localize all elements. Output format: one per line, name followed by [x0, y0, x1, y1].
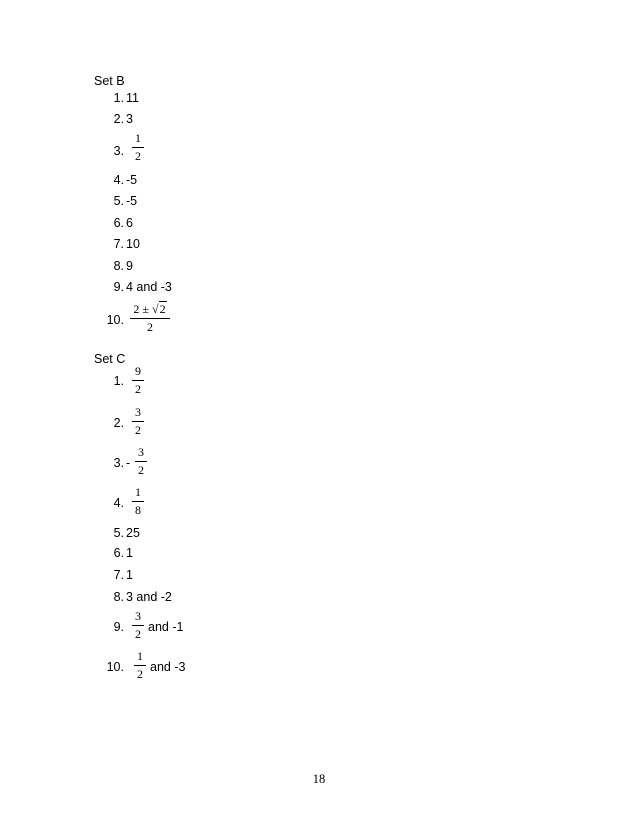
set-c-item-3 — [94, 456, 294, 470]
set-b-item-10 — [94, 313, 294, 327]
numerator: 1 — [135, 485, 141, 499]
page-number: 18 — [312, 772, 326, 786]
set-b-item-2 — [94, 112, 294, 126]
set-c-item-9 — [94, 620, 294, 634]
fraction — [134, 650, 146, 681]
item-number: 10. — [106, 313, 124, 327]
fraction-bar — [135, 461, 147, 462]
denominator: 8 — [135, 503, 141, 517]
set-c-item-10 — [94, 660, 294, 674]
fraction — [132, 132, 144, 163]
sqrt-icon: √ — [152, 302, 159, 316]
numerator: 1 — [137, 649, 143, 663]
fraction-bar — [132, 421, 144, 422]
sqrt-argument: 2 — [159, 302, 166, 316]
numerator: 1 — [135, 131, 141, 145]
item-number: 2. — [113, 416, 124, 430]
item-number: 2. — [113, 112, 124, 126]
numerator — [130, 303, 170, 316]
item-number: 7. — [113, 568, 124, 582]
set-c-item-4 — [94, 496, 294, 510]
item-number: 7. — [113, 237, 124, 251]
denominator: 2 — [147, 320, 153, 334]
fraction-bar — [132, 501, 144, 502]
item-number: 10. — [106, 660, 124, 674]
denominator: 2 — [137, 667, 143, 681]
item-number: 3. — [113, 456, 124, 470]
set-c-item-1 — [94, 374, 294, 388]
item-number: 6. — [113, 546, 124, 560]
item-number: 5. — [113, 526, 124, 540]
denominator: 2 — [138, 463, 144, 477]
item-number: 9. — [113, 280, 124, 294]
answer: 3 — [126, 112, 133, 126]
answer: 6 — [126, 216, 133, 230]
set-b-item-6 — [94, 216, 294, 230]
numerator: 3 — [138, 445, 144, 459]
fraction — [132, 406, 144, 437]
set-c-item-8 — [94, 590, 294, 604]
fraction-bar — [130, 318, 170, 319]
item-number: 6. — [113, 216, 124, 230]
set-c-item-5 — [94, 526, 294, 540]
fraction-bar — [134, 665, 146, 666]
item-number: 8. — [113, 259, 124, 273]
fraction-bar — [132, 147, 144, 148]
denominator: 2 — [135, 627, 141, 641]
denominator: 2 — [135, 382, 141, 396]
answer: 25 — [126, 526, 140, 540]
answer: 3 and -2 — [126, 590, 172, 604]
item-number: 8. — [113, 590, 124, 604]
item-number: 1. — [113, 91, 124, 105]
fraction-bar — [132, 625, 144, 626]
numerator-lead: 2 ± — [133, 302, 152, 316]
fraction — [132, 365, 144, 396]
answer: -5 — [126, 173, 138, 187]
set-b-item-1 — [94, 91, 294, 105]
set-b-title: Set B — [94, 74, 125, 88]
answer: 1 — [126, 546, 133, 560]
numerator: 9 — [135, 364, 141, 378]
answer: 11 — [126, 91, 139, 105]
item-number: 4. — [113, 496, 124, 510]
answer: 10 — [126, 237, 140, 251]
fraction — [132, 610, 144, 641]
item-number: 3. — [113, 144, 124, 158]
answer-suffix: and -1 — [148, 620, 184, 634]
denominator: 2 — [135, 423, 141, 437]
set-b-item-9 — [94, 280, 294, 294]
set-c-item-2 — [94, 416, 294, 430]
set-c-item-7 — [94, 568, 294, 582]
fraction — [132, 486, 144, 517]
item-number: 9. — [113, 620, 124, 634]
numerator: 3 — [135, 405, 141, 419]
fraction — [135, 446, 147, 477]
fraction — [130, 303, 170, 334]
answer-suffix: and -3 — [150, 660, 186, 674]
item-number: 1. — [113, 374, 124, 388]
item-number: 5. — [113, 194, 124, 208]
answer: 1 — [126, 568, 133, 582]
set-b-item-7 — [94, 237, 294, 251]
numerator: 3 — [135, 609, 141, 623]
denominator: 2 — [135, 149, 141, 163]
negative-sign: - — [126, 456, 131, 470]
item-number: 4. — [113, 173, 124, 187]
set-b-item-3 — [94, 144, 294, 158]
set-b-item-8 — [94, 259, 294, 273]
set-b-item-4 — [94, 173, 294, 187]
set-c-title: Set C — [94, 352, 126, 366]
set-c-item-6 — [94, 546, 294, 560]
answer: -5 — [126, 194, 138, 208]
answer: 4 and -3 — [126, 280, 172, 294]
set-b-item-5 — [94, 194, 294, 208]
answer: 9 — [126, 259, 133, 273]
fraction-bar — [132, 380, 144, 381]
